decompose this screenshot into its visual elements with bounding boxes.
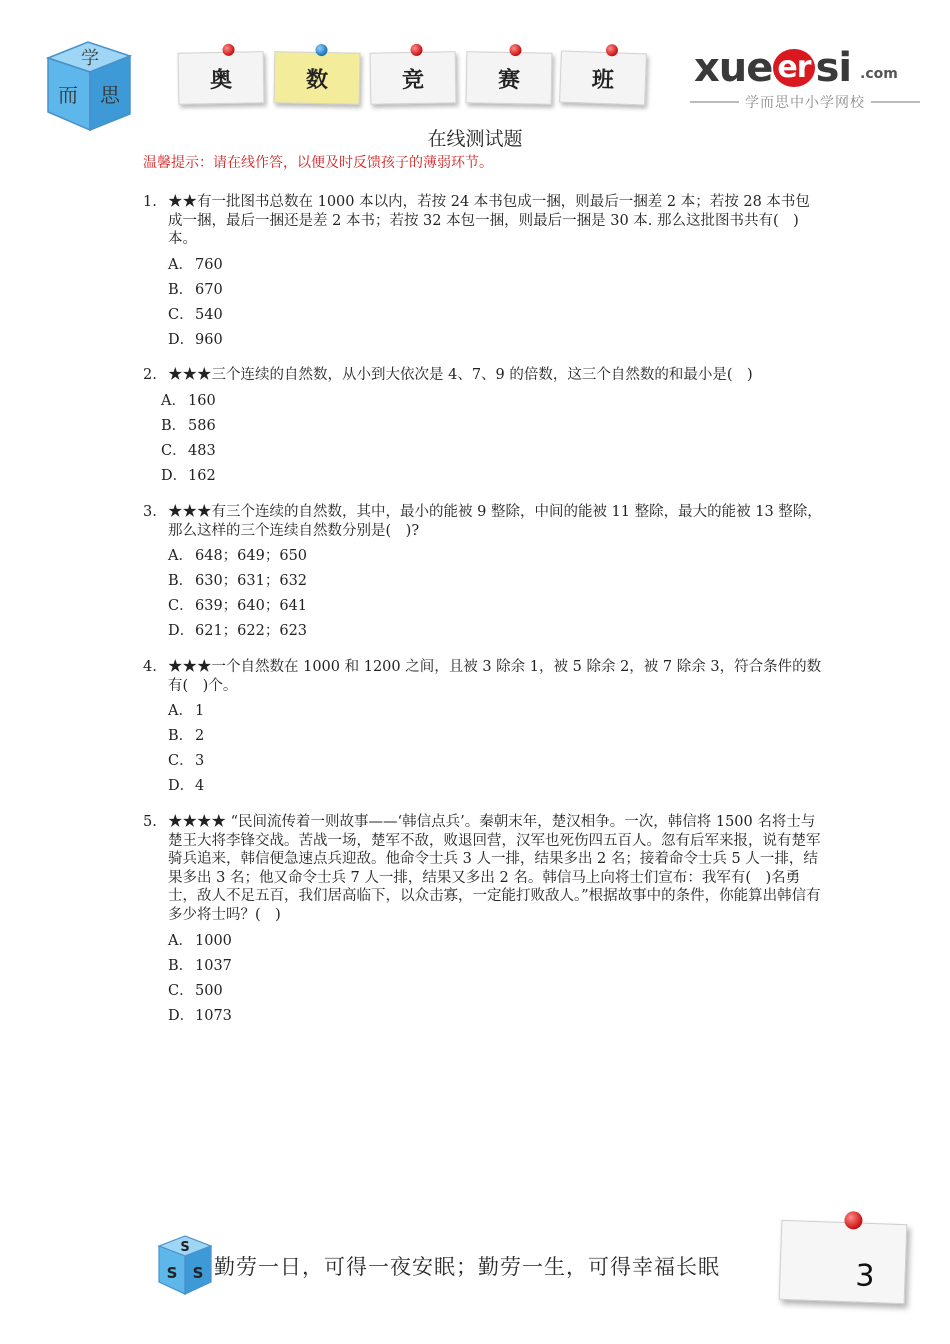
option-value: 500 [195,982,223,999]
brand-word-er: er [773,49,814,87]
question-stem [143,503,823,540]
option-value: 1037 [195,957,232,974]
option-value: 648；649；650 [195,548,308,565]
question-5 [143,813,823,1029]
cube-char-xue: 学 [81,48,99,69]
red-pushpin-icon [222,44,234,56]
cube-letter-left: S [166,1264,178,1282]
option-value: 639；640；641 [195,598,308,615]
brand-tagline [690,92,920,112]
option-c[interactable] [168,303,823,328]
red-pushpin-icon [509,44,521,56]
option-b[interactable] [161,414,823,439]
red-pushpin-icon [844,1211,863,1230]
option-b[interactable] [168,954,823,979]
option-value: 483 [188,442,216,459]
question-body: 有三个连续的自然数，其中，最小的能被 9 整除，中间的能被 11 整除，最大的能被 13 整除，那么这样的三个连续自然数分别是( )? [168,504,822,539]
option-d[interactable] [161,464,823,489]
question-3 [143,503,823,644]
option-label: D． [168,331,195,348]
option-a[interactable] [168,699,823,724]
option-c[interactable] [168,749,823,774]
sticky-note-label: 奥 [209,67,233,93]
option-label: B． [168,281,194,298]
difficulty-stars: ★★ [168,194,197,210]
option-value: 960 [195,331,223,348]
blue-pushpin-icon [315,44,327,56]
option-d[interactable] [168,328,823,353]
cube-letter-right: S [192,1264,204,1282]
question-number: 4. [143,659,157,675]
red-pushpin-icon [410,44,422,56]
cube-char-er: 而 [58,83,78,107]
option-a[interactable] [168,544,823,569]
option-label: B． [168,728,194,745]
sticky-note-label: 数 [305,67,329,93]
sticky-note-ao [178,51,265,104]
option-label: C． [168,306,194,323]
option-label: C． [168,982,194,999]
option-value: 670 [195,281,223,298]
warm-tip: 温馨提示：请在线作答，以便及时反馈孩子的薄弱环节。 [143,155,493,171]
cube-char-si: 思 [100,83,120,107]
difficulty-stars: ★★★ [168,367,212,383]
sss-cube-logo [155,1234,215,1296]
cube-letter-top: S [180,1240,190,1255]
sticky-note-jing [370,51,457,104]
options-list [168,699,823,799]
page-number-note [779,1220,908,1304]
page-number: 3 [854,1258,876,1295]
option-d[interactable] [168,1004,823,1029]
difficulty-stars: ★★★ [168,659,212,675]
option-a[interactable] [168,929,823,954]
option-a[interactable] [161,389,823,414]
option-label: B． [168,957,194,974]
question-number: 2. [143,367,157,383]
option-a[interactable] [168,253,823,278]
question-text [168,813,823,925]
option-value: 760 [195,256,223,273]
question-body: 有一批图书总数在 1000 本以内，若按 24 本书包成一捆，则最后一捆差 2 本；若按 28 本书包成一捆，最后一捆还是差 2 本书；若按 32 本包一捆，则最后一捆是 30 本. 那么这批图书共有( )本。 [168,194,810,248]
option-d[interactable] [168,774,823,799]
option-label: D． [168,623,195,640]
question-text [168,503,823,540]
question-number: 3. [143,504,157,520]
option-value: 586 [188,417,216,434]
question-2 [143,366,823,489]
sticky-note-label: 赛 [497,67,521,93]
option-label: C． [168,598,194,615]
option-label: D． [161,467,188,484]
question-stem [143,193,823,249]
options-list [161,389,823,489]
xueersi-brand-logo [690,42,920,112]
question-stem [143,813,823,925]
brand-tagline-text: 学而思中小学网校 [745,95,865,111]
option-label: D． [168,1007,195,1024]
option-b[interactable] [168,724,823,749]
question-number: 1. [143,194,157,210]
brand-word-post: si [815,45,852,91]
sticky-note-label: 班 [591,67,615,93]
options-list [168,544,823,644]
sticky-note-sai [466,51,553,104]
difficulty-stars: ★★★ [168,504,212,520]
option-value: 621；622；623 [195,623,308,640]
option-label: B． [161,417,187,434]
options-list [168,253,823,353]
question-body: 三个连续的自然数，从小到大依次是 4、7、9 的倍数，这三个自然数的和最小是( ) [211,367,753,383]
option-label: A． [168,256,193,273]
question-number: 5. [143,814,157,830]
option-label: C． [161,442,187,459]
brand-domain: .com [860,66,898,82]
option-label: C． [168,753,194,770]
option-value: 3 [195,753,205,770]
option-value: 1 [195,703,205,720]
option-b[interactable] [168,278,823,303]
sticky-note-label: 竞 [401,67,425,93]
option-value: 2 [195,728,205,745]
option-label: A． [168,703,193,720]
options-list [168,929,823,1029]
option-label: B． [168,573,194,590]
option-label: D． [168,778,195,795]
option-value: 1073 [195,1007,232,1024]
divider [690,101,739,103]
option-c[interactable] [168,979,823,1004]
question-text [168,366,823,385]
option-label: A． [168,932,193,949]
question-body: “民间流传着一则故事——‘韩信点兵’。秦朝末年，楚汉相争。一次，韩信将 1500 名将士与楚王大将李锋交战。苦战一场，楚军不敌，败退回营，汉军也死伤四五百人。忽有后军来报，说有楚军骑兵追来，韩信便急速点兵迎敌。他命令士兵 3 人一排，结果多出 2 名；接着命令士兵 5 人一排，结果多出 3 名；他又命令士兵 7 人一排，结果又多出 2 名。韩信马上向将士们宣布：我军有( )名勇士，敌人不足五百，我们居高临下，以众击寡，一定能打败敌人。”根据故事中的条件，你能算出韩信有多少将士吗？( ) [168,814,821,923]
option-label: A． [161,392,186,409]
option-value: 630；631；632 [195,573,308,590]
option-value: 540 [195,306,223,323]
option-value: 162 [188,467,216,484]
question-text [168,658,823,695]
question-body: 一个自然数在 1000 和 1200 之间，且被 3 除余 1，被 5 除余 2，被 7 除余 3，符合条件的数有( )个。 [168,659,822,694]
option-b[interactable] [168,569,823,594]
brand-word-pre: xue [694,45,773,91]
question-stem [143,658,823,695]
question-text [168,193,823,249]
option-d[interactable] [168,619,823,644]
footer-motto: 勤劳一日，可得一夜安眠；勤劳一生，可得幸福长眠 [214,1255,720,1279]
option-value: 160 [188,392,216,409]
xueersi-cube-logo [40,40,136,132]
brand-wordmark [694,42,851,94]
question-stem [143,366,823,385]
sticky-note-shu [274,51,361,104]
sticky-note-ban [559,51,647,106]
difficulty-stars: ★★★★ [168,814,226,830]
page-title: 在线测试题 [427,128,523,150]
question-4 [143,658,823,799]
red-pushpin-icon [606,44,618,56]
option-value: 4 [195,778,205,795]
divider [871,101,920,103]
question-1 [143,193,823,353]
option-c[interactable] [161,439,823,464]
option-label: A． [168,548,193,565]
option-c[interactable] [168,594,823,619]
option-value: 1000 [195,932,232,949]
